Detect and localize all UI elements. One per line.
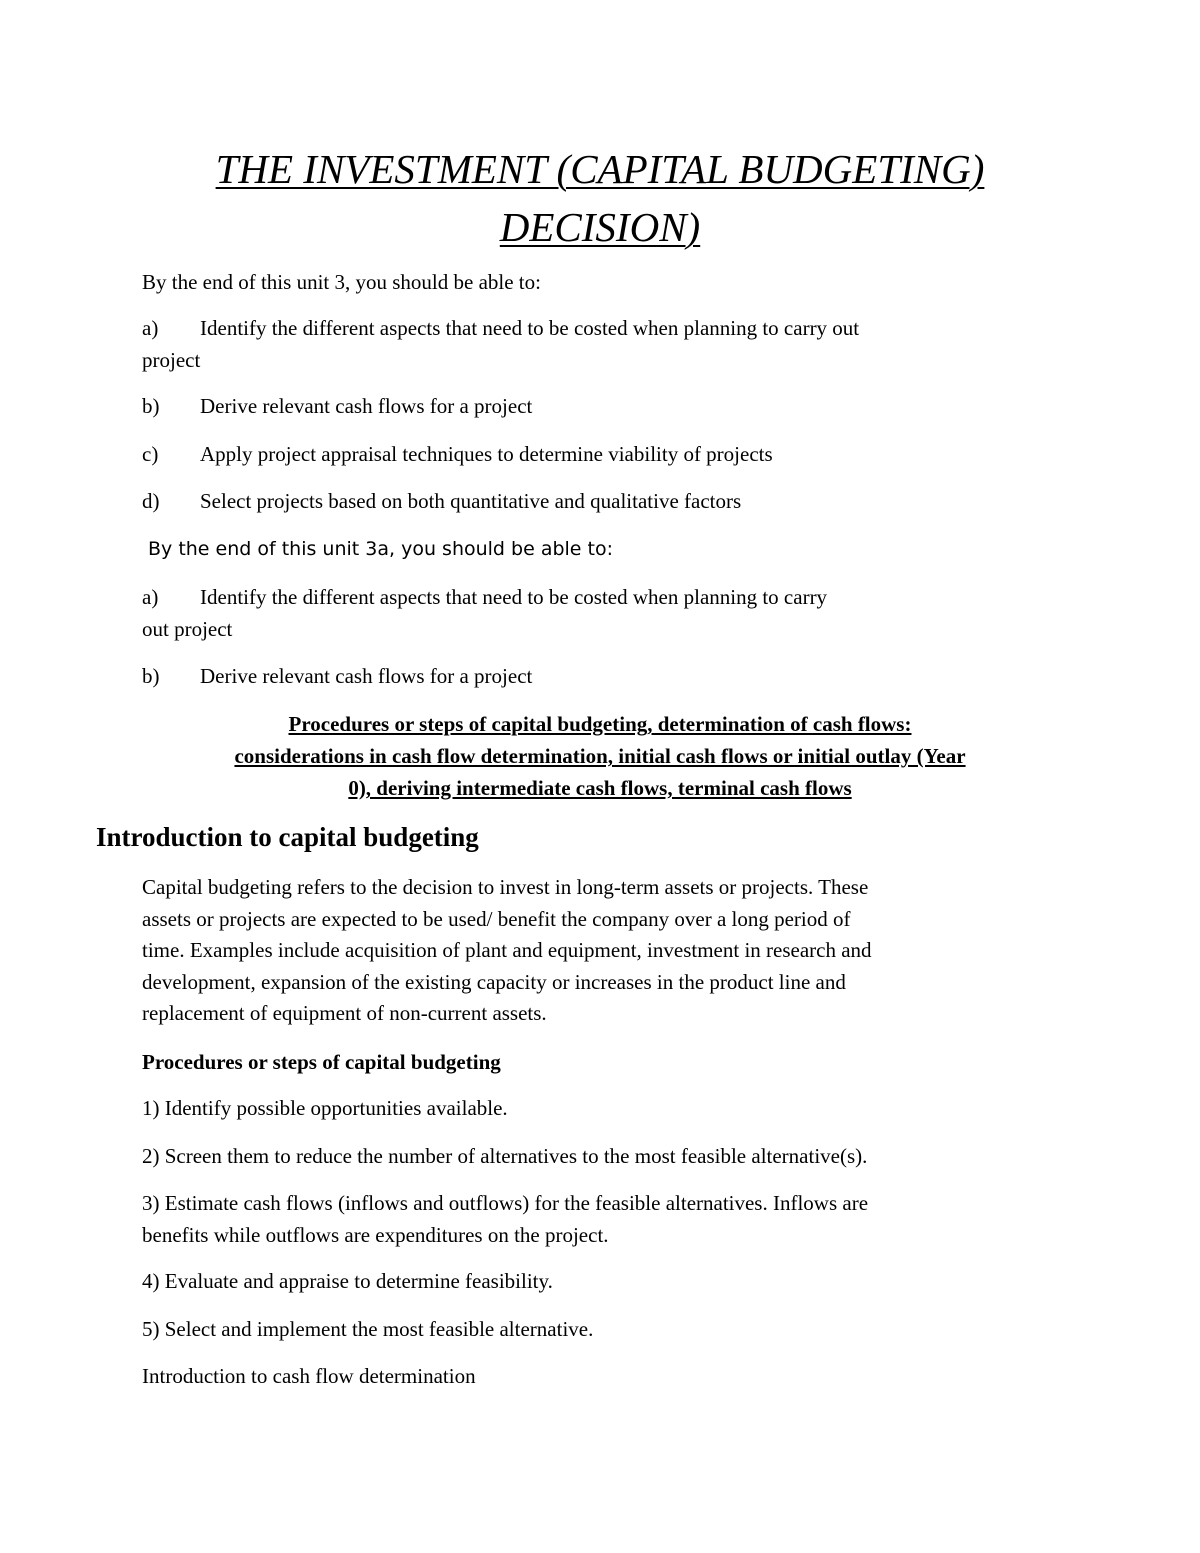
step-2: 2) Screen them to reduce the number of alternatives to the most feasible alternative(s). [142,1144,868,1168]
topics-heading [140,708,1060,804]
topics-heading-line-1: Procedures or steps of capital budgeting, determination of cash flows: [288,712,912,736]
step-3-line-2: benefits while outflows are expenditures on the project. [142,1223,609,1247]
document-title [100,140,1100,256]
unit3a-objective-a-continuation: out project [142,617,233,641]
list-marker: d) [142,489,160,513]
intro-paragraph-line-3: time. Examples include acquisition of plant and equipment, investment in research and [142,938,872,962]
unit3a-objective-b [142,660,532,692]
unit3-objective-a [142,312,859,344]
list-marker: b) [142,394,160,418]
section-heading-intro: Introduction to capital budgeting [96,822,479,852]
intro-paragraph-line-4: development, expansion of the existing capacity or increases in the product line and [142,970,846,994]
objective-text: Identify the different aspects that need to be costed when planning to carry [200,585,828,609]
objective-text: Select projects based on both quantitative and qualitative factors [200,489,742,513]
unit3a-intro: By the end of this unit 3a, you should be able to: [148,538,614,560]
step-5: 5) Select and implement the most feasible alternative. [142,1317,594,1341]
step-3-line-1: 3) Estimate cash flows (inflows and outflows) for the feasible alternatives. Inflows are [142,1191,869,1215]
objective-text: Identify the different aspects that need to be costed when planning to carry out [200,316,860,340]
title-line-2: DECISION) [499,204,701,250]
cash-flow-intro: Introduction to cash flow determination [142,1364,476,1388]
unit3-objective-a-continuation: project [142,348,201,372]
unit3-intro: By the end of this unit 3, you should be able to: [142,270,541,294]
objective-text: Derive relevant cash flows for a project [200,394,533,418]
unit3-objective-c [142,438,773,470]
topics-heading-line-2: considerations in cash flow determination, initial cash flows or initial outlay (Year [234,744,966,768]
unit3a-objective-a [142,581,827,613]
objective-text: Apply project appraisal techniques to determine viability of projects [200,442,773,466]
intro-paragraph-line-1: Capital budgeting refers to the decision to invest in long-term assets or projects. These [142,875,869,899]
list-marker: c) [142,442,159,466]
list-marker: a) [142,585,159,609]
step-1: 1) Identify possible opportunities available. [142,1096,508,1120]
intro-paragraph-line-2: assets or projects are expected to be used/ benefit the company over a long period of [142,907,851,931]
procedures-heading: Procedures or steps of capital budgeting [142,1050,501,1074]
title-line-1: THE INVESTMENT (CAPITAL BUDGETING) [215,146,985,192]
topics-heading-line-3: 0), deriving intermediate cash flows, terminal cash flows [348,776,852,800]
step-4: 4) Evaluate and appraise to determine feasibility. [142,1269,553,1293]
unit3-objective-b [142,390,532,422]
list-marker: b) [142,664,160,688]
intro-paragraph-line-5: replacement of equipment of non-current assets. [142,1001,547,1025]
objective-text: Derive relevant cash flows for a project [200,664,533,688]
list-marker: a) [142,316,159,340]
unit3-objective-d [142,485,741,517]
